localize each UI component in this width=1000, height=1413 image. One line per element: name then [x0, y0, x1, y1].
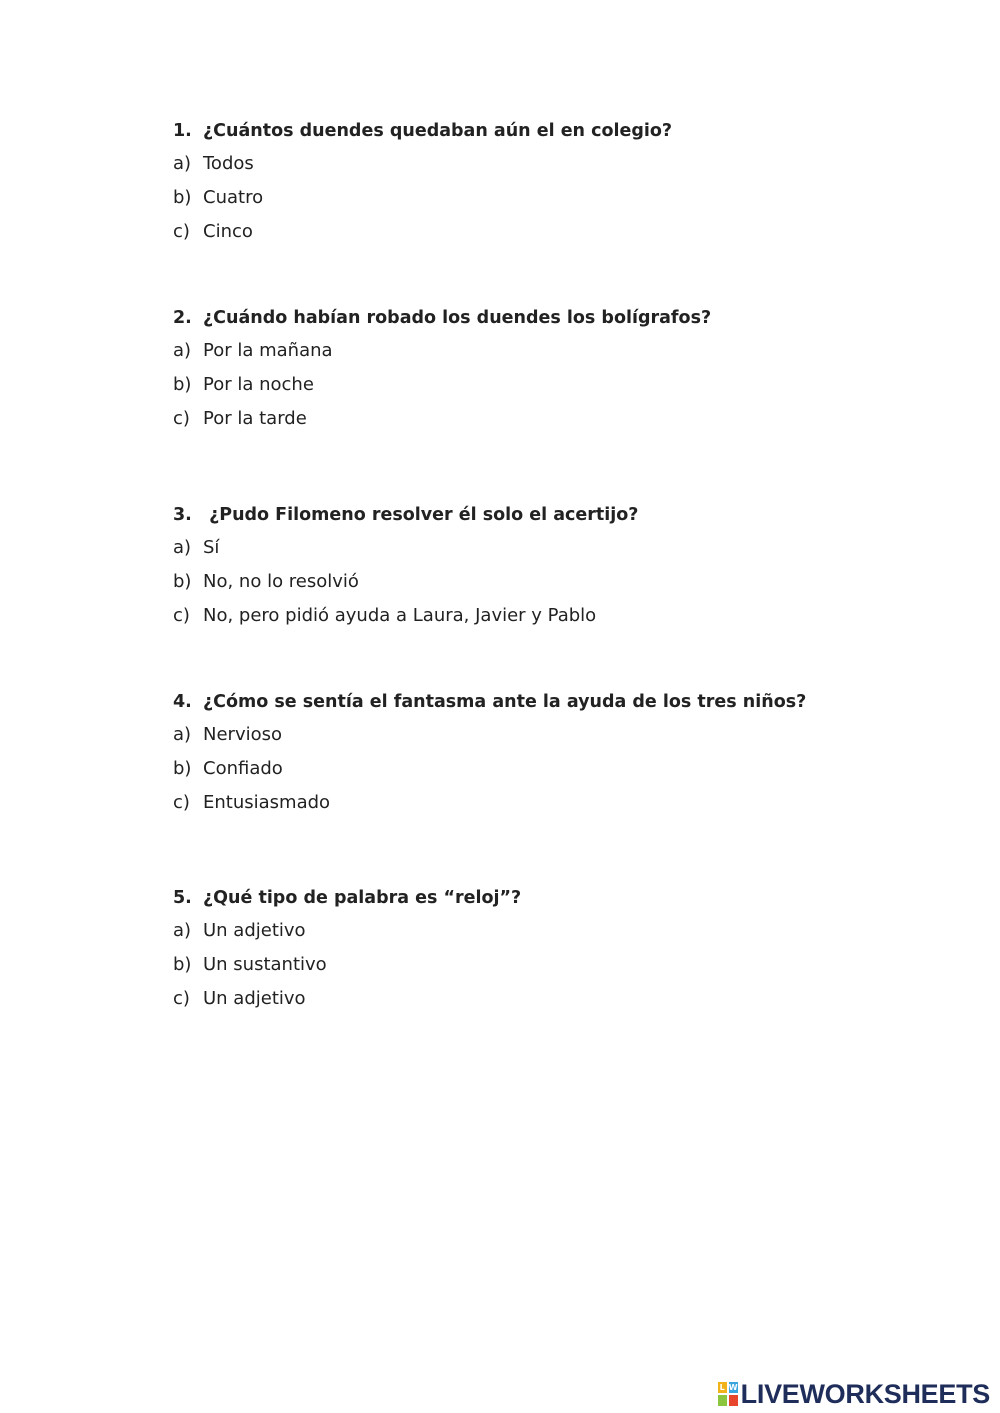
question-title	[173, 690, 953, 714]
option-list	[173, 536, 953, 638]
option-b[interactable]	[173, 757, 953, 791]
question-2	[173, 306, 953, 441]
option-b[interactable]	[173, 953, 953, 987]
option-letter: a)	[173, 724, 192, 745]
option-text: Cuatro	[203, 187, 264, 208]
option-letter: c)	[173, 605, 190, 626]
logo-block	[718, 1395, 727, 1406]
option-text: Por la tarde	[203, 408, 307, 429]
question-title	[173, 886, 953, 910]
question-title	[173, 503, 953, 527]
option-letter: b)	[173, 954, 192, 975]
option-text: Un sustantivo	[203, 954, 327, 975]
option-text: Por la noche	[203, 374, 314, 395]
question-number: 5.	[173, 888, 192, 908]
question-number: 1.	[173, 121, 192, 141]
question-number: 4.	[173, 692, 192, 712]
option-text: Confiado	[203, 758, 283, 779]
option-c[interactable]	[173, 604, 953, 638]
question-number: 2.	[173, 308, 192, 328]
question-title	[173, 306, 953, 330]
logo-block: L	[719, 1383, 725, 1392]
question-text: ¿Qué tipo de palabra es “reloj”?	[203, 888, 522, 908]
option-letter: b)	[173, 571, 192, 592]
option-text: Nervioso	[203, 724, 282, 745]
option-list	[173, 339, 953, 441]
logo-block: W	[728, 1383, 738, 1392]
option-c[interactable]	[173, 791, 953, 825]
option-letter: c)	[173, 408, 190, 429]
question-text: ¿Cuántos duendes quedaban aún el en colegio?	[203, 121, 673, 141]
option-text: Por la mañana	[203, 340, 333, 361]
liveworksheets-logo	[718, 1380, 990, 1408]
option-c[interactable]	[173, 220, 953, 254]
logo-block	[729, 1395, 738, 1406]
question-number: 3.	[173, 505, 192, 525]
option-text: No, pero pidió ayuda a Laura, Javier y Pablo	[203, 605, 597, 626]
option-text: Entusiasmado	[203, 792, 331, 813]
option-text: Cinco	[203, 221, 253, 242]
option-letter: c)	[173, 792, 190, 813]
logo-blocks-icon	[718, 1382, 738, 1406]
option-list	[173, 152, 953, 254]
question-3	[173, 503, 953, 638]
question-text: ¿Pudo Filomeno resolver él solo el acertijo?	[203, 505, 639, 525]
option-letter: b)	[173, 374, 192, 395]
option-a[interactable]	[173, 152, 953, 186]
question-4	[173, 690, 953, 825]
question-text: ¿Cómo se sentía el fantasma ante la ayuda de los tres niños?	[203, 692, 807, 712]
option-b[interactable]	[173, 570, 953, 604]
option-a[interactable]	[173, 536, 953, 570]
option-text: Un adjetivo	[203, 920, 306, 941]
option-a[interactable]	[173, 919, 953, 953]
option-letter: c)	[173, 221, 190, 242]
option-list	[173, 723, 953, 825]
option-letter: c)	[173, 988, 190, 1009]
option-letter: a)	[173, 153, 192, 174]
option-c[interactable]	[173, 407, 953, 441]
question-5	[173, 886, 953, 1021]
option-list	[173, 919, 953, 1021]
option-a[interactable]	[173, 723, 953, 757]
option-c[interactable]	[173, 987, 953, 1021]
option-letter: b)	[173, 758, 192, 779]
option-letter: b)	[173, 187, 192, 208]
option-letter: a)	[173, 340, 192, 361]
option-text: Un adjetivo	[203, 988, 306, 1009]
question-text: ¿Cuándo habían robado los duendes los bolígrafos?	[203, 308, 712, 328]
option-text: No, no lo resolvió	[203, 571, 359, 592]
option-b[interactable]	[173, 186, 953, 220]
option-text: Todos	[203, 153, 254, 174]
option-text: Sí	[203, 537, 220, 558]
question-title	[173, 119, 953, 143]
option-a[interactable]	[173, 339, 953, 373]
question-1	[173, 119, 953, 254]
logo-text: LIVEWORKSHEETS	[740, 1378, 990, 1409]
option-letter: a)	[173, 537, 192, 558]
option-letter: a)	[173, 920, 192, 941]
option-b[interactable]	[173, 373, 953, 407]
